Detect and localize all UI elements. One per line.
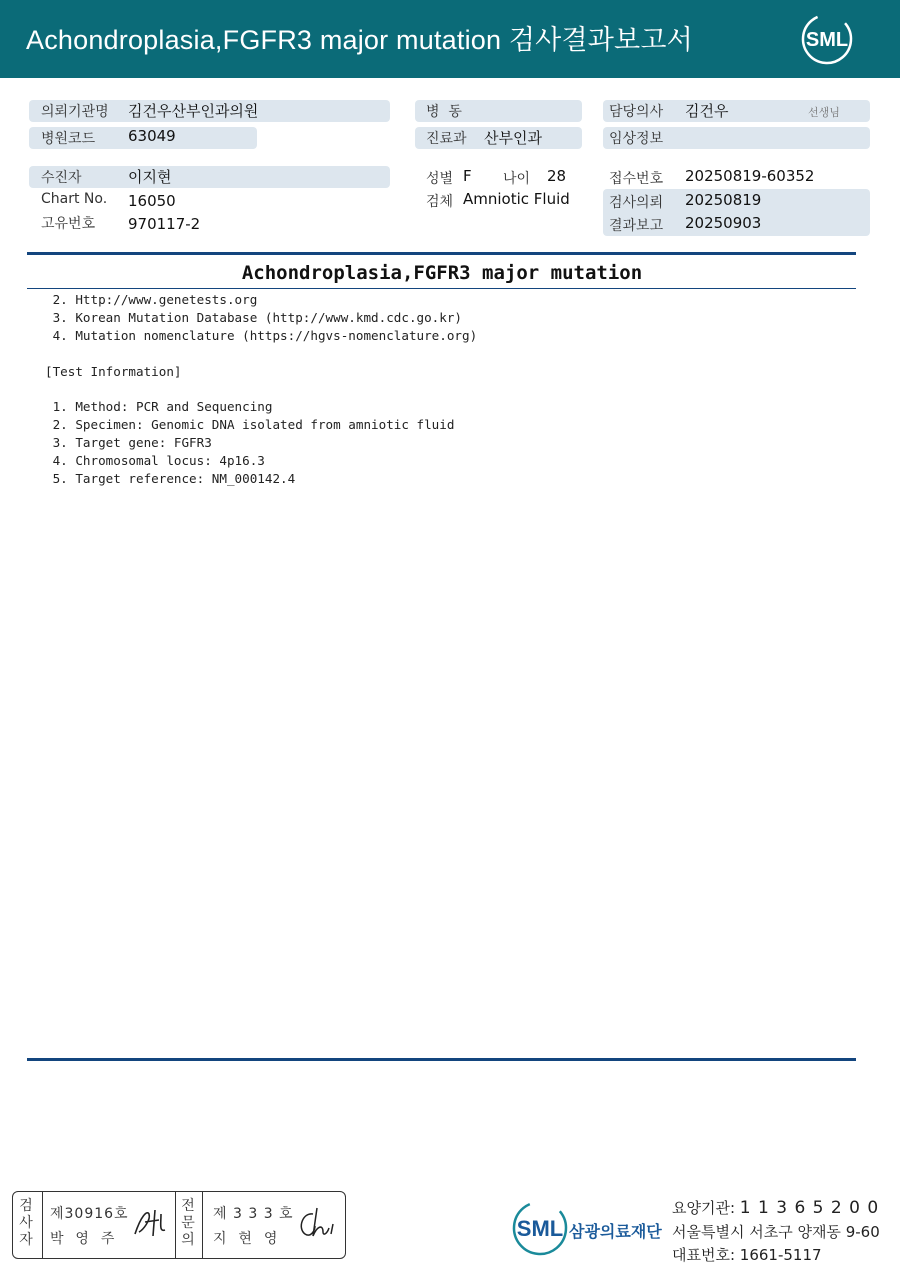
specimen-value: Amniotic Fluid <box>463 190 570 208</box>
report-line: 3. Korean Mutation Database (http://www.kmd.cdc.go.kr) <box>45 309 463 325</box>
specialist-name: 지 현 영 <box>213 1231 279 1247</box>
clinical-info-label: 임상정보 <box>609 131 664 147</box>
report-line <box>45 380 477 398</box>
unique-id-label: 고유번호 <box>41 216 96 232</box>
ward-label: 병 동 <box>426 104 462 120</box>
specialist-signature-icon <box>295 1206 339 1242</box>
footer-institution-code-row <box>672 1197 879 1218</box>
report-line: 5. Target reference: NM_000142.4 <box>45 470 296 486</box>
report-line: [Test Information] <box>45 363 182 379</box>
report-line <box>45 345 477 363</box>
request-date-value: 20250819 <box>685 191 762 209</box>
footer-institution-code: 1 1 3 6 5 2 0 0 <box>739 1198 880 1218</box>
footer-org-name: 삼광의료재단 <box>569 1222 662 1241</box>
report-bottom-rule <box>27 1058 856 1061</box>
report-line: 1. Method: PCR and Sequencing <box>45 399 273 415</box>
chart-no-value: 16050 <box>128 192 176 210</box>
report-date-value: 20250903 <box>685 214 762 232</box>
department-label: 진료과 <box>426 131 467 147</box>
age-value: 28 <box>547 167 567 185</box>
signature-divider <box>175 1192 176 1258</box>
hospital-code-label: 병원코드 <box>41 131 96 147</box>
footer-sml-logo-icon <box>510 1199 570 1257</box>
report-title: Achondroplasia,FGFR3 major mutation <box>241 262 643 284</box>
footer-phone-row <box>672 1244 822 1265</box>
report-top-rule <box>27 252 856 255</box>
sex-value: F <box>463 167 472 185</box>
report-date-label: 결과보고 <box>609 218 664 234</box>
sex-label: 성별 <box>426 171 454 187</box>
hospital-code-value: 63049 <box>128 127 176 145</box>
sml-logo-text: SML <box>805 29 849 51</box>
patient-value: 이지현 <box>128 168 172 186</box>
footer-phone: 1661-5117 <box>739 1246 822 1264</box>
report-header <box>0 0 900 78</box>
examiner-label: 검사자 <box>19 1198 33 1248</box>
report-line: 2. Http://www.genetests.org <box>45 292 258 307</box>
receipt-no-value: 20250819-60352 <box>685 167 815 185</box>
doctor-suffix: 선생님 <box>808 106 840 119</box>
examiner-signature-icon <box>131 1206 171 1242</box>
department-value: 산부인과 <box>484 129 542 147</box>
report-line: 2. Specimen: Genomic DNA isolated from amniotic fluid <box>45 417 455 433</box>
report-title-rule <box>27 288 856 289</box>
signature-divider <box>42 1192 43 1258</box>
receipt-no-label: 접수번호 <box>609 171 664 187</box>
report-line: 4. Chromosomal locus: 4p16.3 <box>45 453 265 469</box>
report-body <box>45 291 477 488</box>
request-date-label: 검사의뢰 <box>609 195 664 211</box>
patient-row-bg <box>29 166 390 188</box>
specialist-license: 제 3 3 3 호 <box>213 1206 294 1222</box>
report-line: 3. Target gene: FGFR3 <box>45 435 212 451</box>
unique-id-value: 970117-2 <box>128 215 201 233</box>
doctor-value: 김건우 <box>685 102 729 120</box>
signature-box <box>12 1191 346 1259</box>
footer-phone-label: 대표번호: <box>672 1246 740 1264</box>
footer-institution-code-label: 요양기관: <box>672 1199 740 1217</box>
sml-logo-icon <box>800 12 854 66</box>
chart-no-label: Chart No. <box>41 191 108 207</box>
institution-label: 의뢰기관명 <box>41 104 109 120</box>
report-line: 4. Mutation nomenclature (https://hgvs-nomenclature.org) <box>45 327 478 343</box>
specimen-label: 검체 <box>426 194 454 210</box>
institution-value: 김건우산부인과의원 <box>128 102 259 120</box>
footer-address: 서울특별시 서초구 양재동 9-60 <box>672 1223 880 1241</box>
examiner-license: 제30916호 <box>50 1206 129 1222</box>
signature-divider <box>202 1192 203 1258</box>
patient-label: 수진자 <box>41 170 82 186</box>
specialist-label: 전문의 <box>181 1198 195 1248</box>
doctor-label: 담당의사 <box>609 104 664 120</box>
footer-sml-logo-text: SML <box>516 1216 564 1241</box>
report-header-title: Achondroplasia,FGFR3 major mutation 검사결과보고서 <box>26 25 693 55</box>
examiner-name: 박 영 주 <box>50 1231 116 1247</box>
age-label: 나이 <box>503 171 531 187</box>
